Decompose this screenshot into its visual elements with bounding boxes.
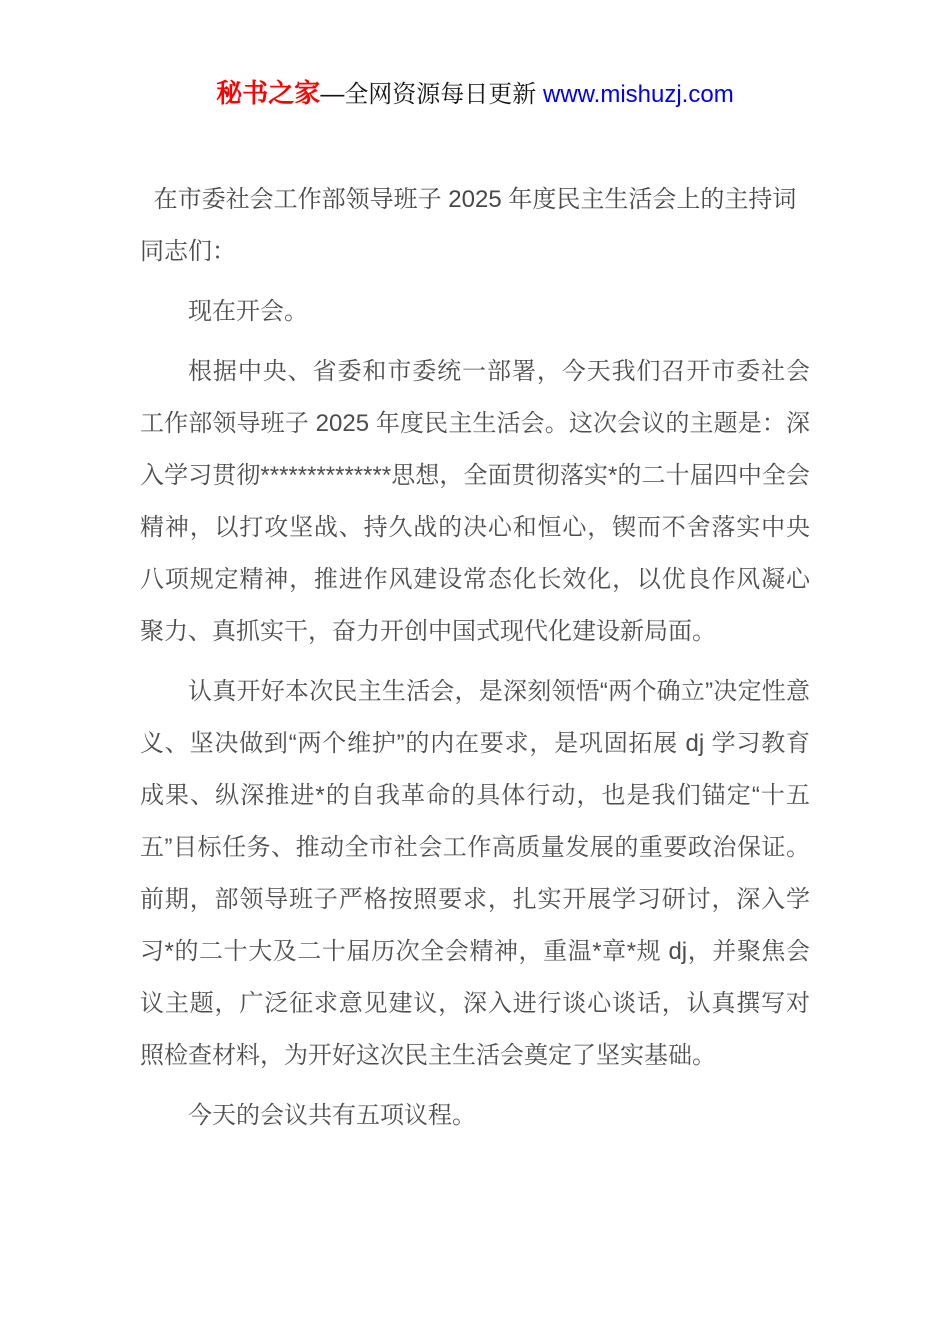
paragraph-meeting-theme: 根据中央、省委和市委统一部署，今天我们召开市委社会工作部领导班子 2025 年度民主生活会。这次会议的主题是：深入学习贯彻**************思想，全面贯彻落实*的二十届四中全会精神，以打攻坚战、持久战的决心和恒心，锲而不舍落实中央八项规定精神，推进作风建设常态化长效化，以优良作风凝心聚力、真抓实干，奋力开创中国式现代化建设新局面。 xyxy=(140,358,810,645)
salutation-paragraph: 同志们： xyxy=(140,238,236,265)
document-title: 在市委社会工作部领导班子 2025 年度民主生活会上的主持词 xyxy=(153,186,797,213)
site-url-link[interactable]: www.mishuzj.com xyxy=(542,81,734,108)
site-tagline-text: —全网资源每日更新 xyxy=(320,81,543,108)
site-brand-text: 秘书之家 xyxy=(216,78,321,108)
document-body xyxy=(140,174,810,1142)
paragraph-meeting-significance: 认真开好本次民主生活会，是深刻领悟“两个确立”决定性意义、坚决做到“两个维护”的内在要求，是巩固拓展 dj 学习教育成果、纵深推进*的自我革命的具体行动，也是我们锚定“十五五”目标任务、推动全市社会工作高质量发展的重要政治保证。前期，部领导班子严格按照要求，扎实开展学习研讨，深入学习*的二十大及二十届历次全会精神，重温*章*规 dj，并聚焦会议主题，广泛征求意见建议，深入进行谈心谈话，认真撰写对照检查材料，为开好这次民主生活会奠定了坚实基础。 xyxy=(140,678,810,1069)
paragraph-opening: 现在开会。 xyxy=(188,298,308,325)
site-header xyxy=(0,76,950,112)
paragraph-agenda-intro: 今天的会议共有五项议程。 xyxy=(188,1102,476,1129)
